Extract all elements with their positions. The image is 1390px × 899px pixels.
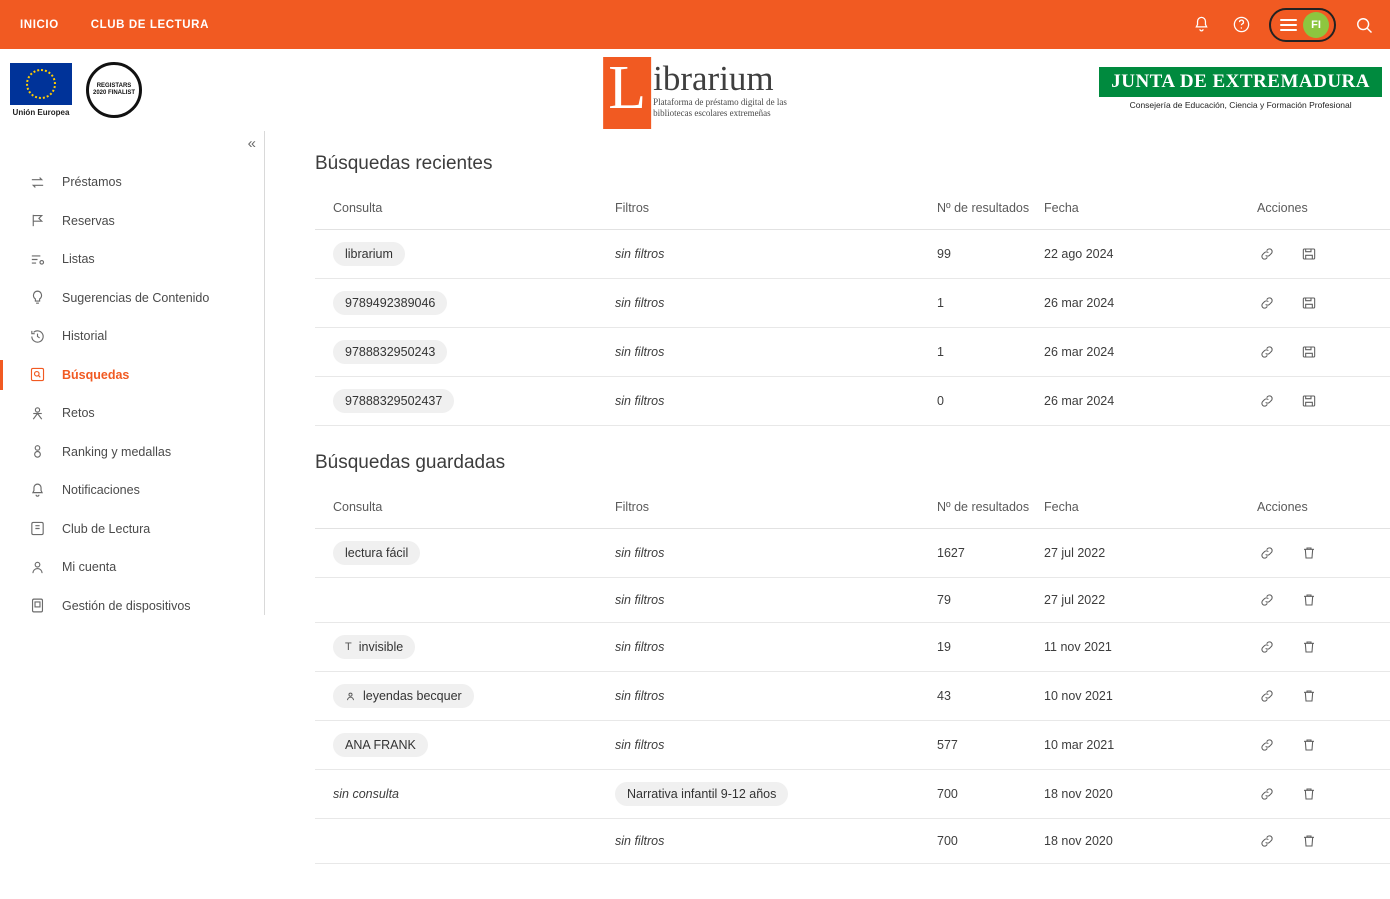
cell-fecha: 22 ago 2024 xyxy=(1044,230,1257,279)
search-icon[interactable] xyxy=(1352,13,1376,37)
sidebar-label: Gestión de dispositivos xyxy=(62,598,191,613)
table-row xyxy=(315,529,1390,578)
query-chip[interactable]: 9789492389046 xyxy=(333,291,447,315)
cell-consulta xyxy=(315,230,615,279)
bell-icon[interactable] xyxy=(1189,13,1213,37)
transfer-icon xyxy=(29,174,46,191)
cell-acciones xyxy=(1257,819,1390,864)
table-row xyxy=(315,623,1390,672)
cell-filtros: sin filtros xyxy=(615,230,937,279)
link-icon[interactable] xyxy=(1259,295,1275,311)
cell-fecha: 27 jul 2022 xyxy=(1044,529,1257,578)
cell-fecha: 10 nov 2021 xyxy=(1044,672,1257,721)
cell-resultados: 700 xyxy=(937,819,1044,864)
sidebar-label: Retos xyxy=(62,406,95,421)
avatar[interactable]: FI xyxy=(1303,12,1329,38)
saved-searches-table xyxy=(315,500,1390,864)
recent-searches-table xyxy=(315,201,1390,426)
eu-flag-icon xyxy=(10,63,72,105)
column-header-consulta: Consulta xyxy=(315,201,615,230)
query-chip[interactable]: lectura fácil xyxy=(333,541,420,565)
bulb-icon xyxy=(29,289,46,306)
cell-fecha: 26 mar 2024 xyxy=(1044,328,1257,377)
trash-icon[interactable] xyxy=(1301,639,1317,655)
person-icon xyxy=(345,691,356,702)
cell-filtros: sin filtros xyxy=(615,721,937,770)
save-icon[interactable] xyxy=(1301,344,1317,360)
sidebar-item-busquedas[interactable] xyxy=(0,356,264,395)
query-chip[interactable] xyxy=(333,635,415,659)
column-header-fecha: Fecha xyxy=(1044,201,1257,230)
cell-fecha: 26 mar 2024 xyxy=(1044,377,1257,426)
book-club-icon xyxy=(29,520,46,537)
cell-resultados: 700 xyxy=(937,770,1044,819)
sidebar-item-prestamos[interactable] xyxy=(0,163,264,202)
link-icon[interactable] xyxy=(1259,344,1275,360)
junta-subtitle: Consejería de Educación, Ciencia y Formación Profesional xyxy=(1129,100,1352,110)
cell-filtros: sin filtros xyxy=(615,529,937,578)
table-row xyxy=(315,328,1390,377)
junta-logo xyxy=(1099,67,1382,110)
cell-filtros: sin filtros xyxy=(615,279,937,328)
cell-consulta xyxy=(315,721,615,770)
top-navigation xyxy=(20,19,209,31)
cell-fecha: 18 nov 2020 xyxy=(1044,770,1257,819)
link-icon[interactable] xyxy=(1259,688,1275,704)
cell-consulta xyxy=(315,529,615,578)
cell-filtros: sin filtros xyxy=(615,578,937,623)
eu-logo-wrap xyxy=(10,63,72,117)
sidebar-item-club-de-lectura[interactable] xyxy=(0,510,264,549)
cell-filtros: sin filtros xyxy=(615,672,937,721)
table-row xyxy=(315,578,1390,623)
sidebar-label: Historial xyxy=(62,329,108,344)
cell-acciones xyxy=(1257,721,1390,770)
link-icon[interactable] xyxy=(1259,639,1275,655)
sidebar-collapse-button[interactable]: « xyxy=(247,135,256,152)
award-seal-text: REGISTARS 2020 FINALIST xyxy=(93,82,136,96)
sidebar-item-listas[interactable] xyxy=(0,240,264,279)
help-icon[interactable] xyxy=(1229,13,1253,37)
column-header-filtros: Filtros xyxy=(615,500,937,529)
cell-resultados: 1 xyxy=(937,279,1044,328)
query-chip[interactable]: 9788832950243 xyxy=(333,340,447,364)
target-icon xyxy=(29,405,46,422)
table-row xyxy=(315,721,1390,770)
query-chip[interactable] xyxy=(333,684,474,708)
link-icon[interactable] xyxy=(1259,246,1275,262)
cell-acciones xyxy=(1257,672,1390,721)
sidebar-item-retos[interactable] xyxy=(0,394,264,433)
sidebar-label: Reservas xyxy=(62,213,115,228)
brand-subtitle-line1: Plataforma de préstamo digital de las xyxy=(653,97,787,107)
cell-consulta xyxy=(315,279,615,328)
sidebar-label: Club de Lectura xyxy=(62,521,151,536)
cell-acciones xyxy=(1257,770,1390,819)
cell-resultados: 79 xyxy=(937,578,1044,623)
cell-resultados: 577 xyxy=(937,721,1044,770)
recent-searches-title: Búsquedas recientes xyxy=(315,153,493,174)
table-header-row xyxy=(315,201,1390,230)
table-header-row xyxy=(315,500,1390,529)
cell-acciones xyxy=(1257,623,1390,672)
column-header-acciones: Acciones xyxy=(1257,201,1390,230)
main-content xyxy=(265,131,1390,899)
sidebar-item-mi-cuenta[interactable] xyxy=(0,548,264,587)
cell-acciones xyxy=(1257,230,1390,279)
history-icon xyxy=(29,328,46,345)
junta-title: JUNTA DE EXTREMADURA xyxy=(1099,67,1382,97)
sidebar-item-ranking-y-medallas[interactable] xyxy=(0,433,264,472)
link-icon[interactable] xyxy=(1259,393,1275,409)
sidebar-label: Préstamos xyxy=(62,175,122,190)
sidebar-item-gestion-de-dispositivos[interactable] xyxy=(0,587,264,626)
cell-resultados: 19 xyxy=(937,623,1044,672)
header-logos xyxy=(0,62,142,118)
cell-fecha: 26 mar 2024 xyxy=(1044,279,1257,328)
cell-acciones xyxy=(1257,578,1390,623)
column-header-resultados: Nº de resultados xyxy=(937,500,1044,529)
trash-icon[interactable] xyxy=(1301,592,1317,608)
medal-icon xyxy=(29,443,46,460)
cell-filtros: sin filtros xyxy=(615,819,937,864)
cell-acciones xyxy=(1257,328,1390,377)
brand-name: ibrarium xyxy=(653,59,774,98)
column-header-filtros: Filtros xyxy=(615,201,937,230)
librarium-logo[interactable] xyxy=(603,54,787,129)
cell-consulta xyxy=(315,377,615,426)
cell-fecha: 11 nov 2021 xyxy=(1044,623,1257,672)
cell-fecha: 10 mar 2021 xyxy=(1044,721,1257,770)
brand-text xyxy=(651,57,787,119)
menu-icon[interactable] xyxy=(1280,19,1297,31)
query-chip[interactable]: 97888329502437 xyxy=(333,389,454,413)
save-icon[interactable] xyxy=(1301,393,1317,409)
query-chip[interactable]: ANA FRANK xyxy=(333,733,428,757)
trash-icon[interactable] xyxy=(1301,545,1317,561)
link-icon[interactable] xyxy=(1259,592,1275,608)
link-icon[interactable] xyxy=(1259,737,1275,753)
top-bar xyxy=(0,0,1390,49)
column-header-fecha: Fecha xyxy=(1044,500,1257,529)
trash-icon[interactable] xyxy=(1301,688,1317,704)
trash-icon[interactable] xyxy=(1301,737,1317,753)
saved-searches-title: Búsquedas guardadas xyxy=(315,452,506,473)
sidebar-label: Sugerencias de Contenido xyxy=(62,290,210,305)
page-body xyxy=(0,131,1390,899)
device-icon xyxy=(29,597,46,614)
sidebar-items xyxy=(0,163,264,625)
cell-consulta xyxy=(315,578,615,623)
query-chip-label: leyendas becquer xyxy=(363,689,462,703)
sidebar-label: Listas xyxy=(62,252,95,267)
cell-resultados: 1 xyxy=(937,328,1044,377)
award-seal-icon xyxy=(86,62,142,118)
title-icon: T xyxy=(345,641,352,653)
cell-resultados: 99 xyxy=(937,230,1044,279)
top-nav-inicio[interactable]: INICIO xyxy=(20,18,59,31)
cell-acciones xyxy=(1257,279,1390,328)
sidebar-label: Notificaciones xyxy=(62,483,140,498)
cell-resultados: 43 xyxy=(937,672,1044,721)
query-chip[interactable]: librarium xyxy=(333,242,405,266)
column-header-consulta: Consulta xyxy=(315,500,615,529)
brand-initial: L xyxy=(603,57,651,129)
cell-acciones xyxy=(1257,529,1390,578)
top-bar-actions xyxy=(1189,8,1376,42)
query-chip-label: invisible xyxy=(358,640,404,654)
table-row xyxy=(315,672,1390,721)
sidebar-item-reservas[interactable] xyxy=(0,202,264,241)
column-header-resultados: Nº de resultados xyxy=(937,201,1044,230)
eu-caption: Unión Europea xyxy=(12,107,70,117)
sidebar-item-sugerencias-de-contenido[interactable] xyxy=(0,279,264,318)
cell-fecha: 27 jul 2022 xyxy=(1044,578,1257,623)
cell-filtros xyxy=(615,770,937,819)
cell-consulta xyxy=(315,623,615,672)
sidebar-item-notificaciones[interactable] xyxy=(0,471,264,510)
sidebar-label: Ranking y medallas xyxy=(62,444,172,459)
list-icon xyxy=(29,251,46,268)
top-nav-club-de-lectura[interactable]: CLUB DE LECTURA xyxy=(90,18,209,31)
cell-fecha: 18 nov 2020 xyxy=(1044,819,1257,864)
cell-filtros: sin filtros xyxy=(615,623,937,672)
cell-resultados: 0 xyxy=(937,377,1044,426)
user-menu-button[interactable] xyxy=(1269,8,1336,42)
sidebar xyxy=(0,131,265,615)
table-row xyxy=(315,279,1390,328)
save-icon[interactable] xyxy=(1301,295,1317,311)
cell-consulta xyxy=(315,819,615,864)
link-icon[interactable] xyxy=(1259,833,1275,849)
trash-icon[interactable] xyxy=(1301,786,1317,802)
filter-chip[interactable]: Narrativa infantil 9-12 años xyxy=(615,782,788,806)
user-icon xyxy=(29,559,46,576)
cell-consulta: sin consulta xyxy=(315,770,615,819)
cell-consulta xyxy=(315,672,615,721)
cell-acciones xyxy=(1257,377,1390,426)
brand-subtitle-line2: bibliotecas escolares extremeñas xyxy=(653,108,771,118)
link-icon[interactable] xyxy=(1259,786,1275,802)
table-row xyxy=(315,819,1390,864)
sidebar-label: Búsquedas xyxy=(62,367,130,382)
link-icon[interactable] xyxy=(1259,545,1275,561)
save-icon[interactable] xyxy=(1301,246,1317,262)
sidebar-item-historial[interactable] xyxy=(0,317,264,356)
trash-icon[interactable] xyxy=(1301,833,1317,849)
column-header-acciones: Acciones xyxy=(1257,500,1390,529)
flag-icon xyxy=(29,212,46,229)
cell-filtros: sin filtros xyxy=(615,328,937,377)
sidebar-label: Mi cuenta xyxy=(62,560,117,575)
cell-consulta xyxy=(315,328,615,377)
cell-filtros: sin filtros xyxy=(615,377,937,426)
table-row xyxy=(315,230,1390,279)
table-row xyxy=(315,377,1390,426)
bell-icon xyxy=(29,482,46,499)
search-box-icon xyxy=(29,366,46,383)
table-row xyxy=(315,770,1390,819)
brand-header xyxy=(0,49,1390,131)
cell-resultados: 1627 xyxy=(937,529,1044,578)
